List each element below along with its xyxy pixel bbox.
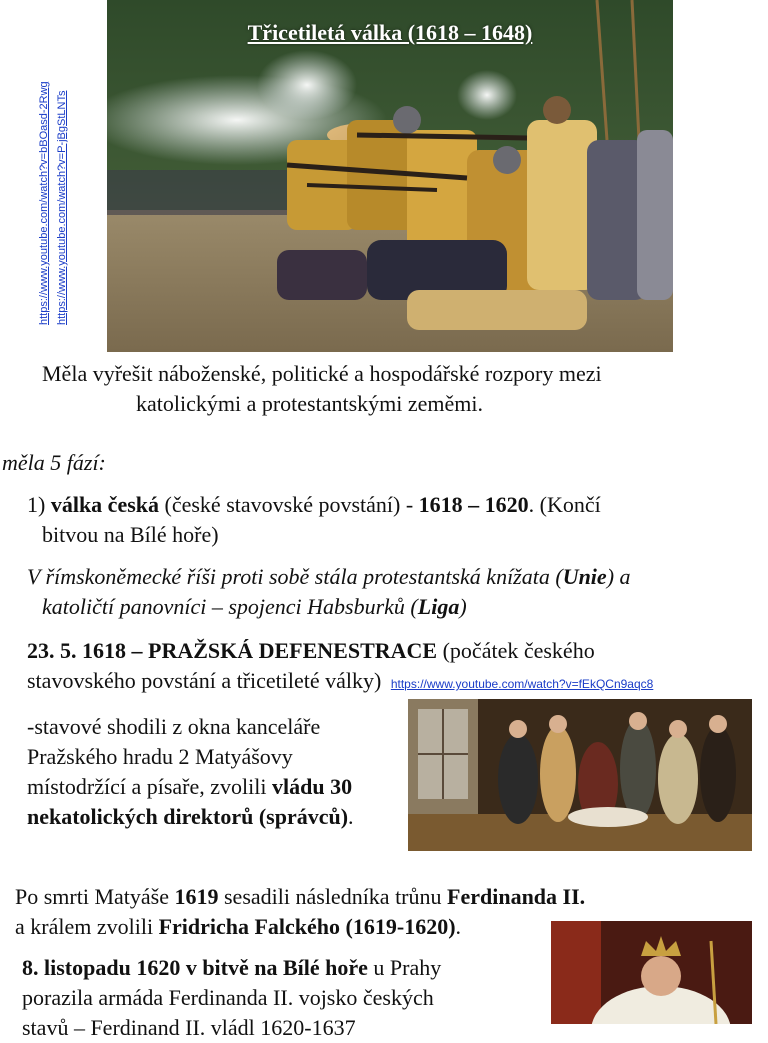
defenestration-line-2: stavovského povstání a třicetileté války) https://www.youtube.com/watch?v=fEkQCn9aqc8: [27, 668, 654, 693]
battle-line-2: porazila armáda Ferdinanda II. vojsko českých: [22, 985, 434, 1010]
ferdinand-portrait: [551, 921, 752, 1024]
estates-line-1: -stavové shodili z okna kanceláře: [27, 714, 321, 739]
defenestration-video-link[interactable]: https://www.youtube.com/watch?v=fEkQCn9aqc8: [390, 677, 654, 691]
battle-title: 8. listopadu 1620 v bitvě na Bílé hoře: [22, 955, 368, 980]
phase-1-line-1: 1) válka česká (české stavovské povstání) - 1618 – 1620. (Končí: [27, 492, 601, 517]
union-label: Unie: [562, 564, 607, 589]
empire-line-1: V římskoněmecké říši proti sobě stála protestantská knížata (Unie) a: [27, 564, 631, 589]
defenestration-title: 23. 5. 1618 – PRAŽSKÁ DEFENESTRACE: [27, 638, 438, 663]
estates-line-2: Pražského hradu 2 Matyášovy: [27, 744, 293, 769]
battle-line-1: 8. listopadu 1620 v bitvě na Bílé hoře u Prahy: [22, 955, 442, 980]
defenestration-line-1: 23. 5. 1618 – PRAŽSKÁ DEFENESTRACE (počátek českého: [27, 638, 595, 663]
musketeers-photo: [107, 0, 673, 352]
succession-line-2: a králem zvolili Fridricha Falckého (1619-1620).: [15, 914, 462, 939]
phases-heading: měla 5 fází:: [2, 450, 106, 475]
phase-1-years: 1618 – 1620: [418, 492, 529, 517]
league-label: Liga: [417, 594, 460, 619]
succession-line-1: Po smrti Matyáše 1619 sesadili následníka trůnu Ferdinanda II.: [15, 884, 586, 909]
youtube-link-1[interactable]: https://www.youtube.com/watch?v=bBOasd-2Rwg: [38, 81, 50, 325]
intro-line-2: katolickými a protestantskými zeměmi.: [136, 391, 484, 416]
youtube-link-2[interactable]: https://www.youtube.com/watch?v=P-jBgStLNTs: [56, 90, 68, 325]
estates-line-3: místodržící a písaře, zvolili vládu 30: [27, 774, 353, 799]
hero-photo: [107, 0, 673, 352]
phase-1-name: válka česká: [50, 492, 160, 517]
defenestration-painting: [408, 699, 752, 851]
intro-line-1: Měla vyřešit náboženské, politické a hospodářské rozpory mezi: [42, 361, 602, 386]
frederick-name: Fridricha Falckého (1619-1620): [158, 914, 456, 939]
battle-line-3: stavů – Ferdinand II. vládl 1620-1637: [22, 1015, 356, 1040]
hero-title: Třicetiletá válka (1618 – 1648): [247, 20, 533, 45]
ferdinand-name: Ferdinanda II.: [447, 884, 586, 909]
estates-line-4: nekatolických direktorů (správců).: [27, 804, 354, 829]
empire-line-2: katoličtí panovníci – spojenci Habsburků (Liga): [42, 594, 467, 619]
phase-1-line-2: bitvou na Bílé hoře): [42, 522, 219, 547]
